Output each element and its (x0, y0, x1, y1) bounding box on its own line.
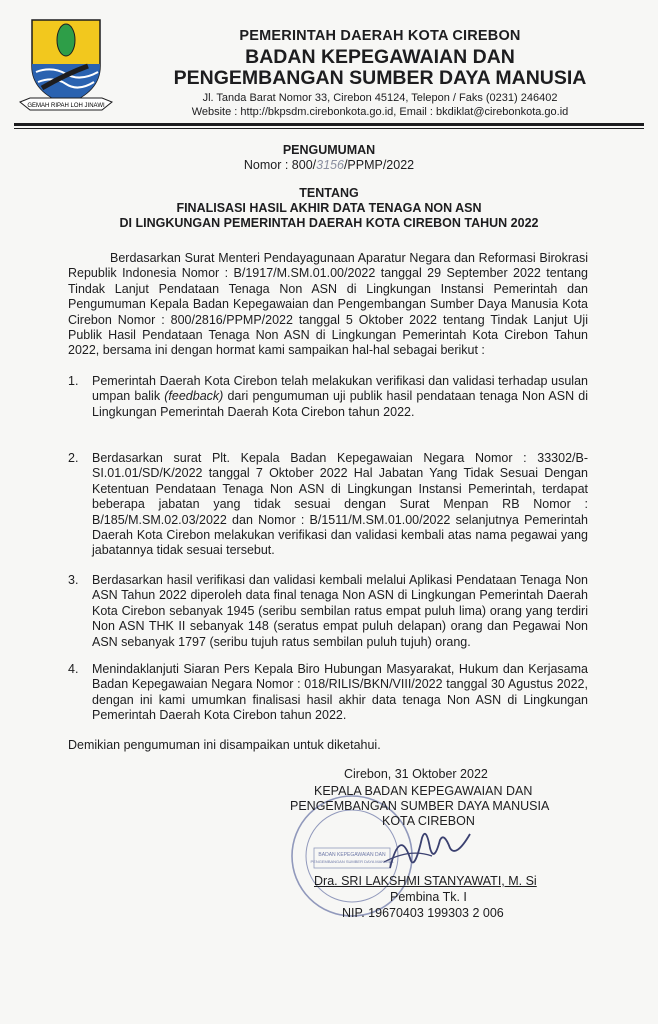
signatory-rank: Pembina Tk. I (390, 890, 467, 904)
item-number: 2. (68, 451, 79, 465)
signature-place-date: Cirebon, 31 Oktober 2022 (344, 767, 488, 781)
item-4-text: Menindaklanjuti Siaran Pers Kepala Biro Hubungan Masyarakat, Hukum dan Kerjasama Badan Kepegawaian Negara Nomor : 018/RILIS/BKN/VIII/2022 tanggal 30 Agustus 2022, dengan ini kami umumkan finalisasi hasil akhir data tenaga Non ASN di Lingkungan Pemerintah Daerah Kota Cirebon tahun 2022. (92, 662, 588, 723)
letterhead-address: Jl. Tanda Barat Nomor 33, Cirebon 45124, Telepon / Faks (0231) 246402 (202, 92, 558, 104)
document-title: PENGUMUMAN (282, 143, 376, 157)
item-number: 1. (68, 374, 79, 388)
cirebon-city-logo (18, 14, 114, 114)
svg-text:BADAN KEPEGAWAIAN DAN: BADAN KEPEGAWAIAN DAN (318, 852, 386, 858)
signatory-nip: NIP. 19670403 199303 2 006 (342, 906, 504, 920)
subject-line-1: FINALISASI HASIL AKHIR DATA TENAGA NON ASN (176, 201, 482, 215)
signature-position-line3: KOTA CIREBON (382, 814, 475, 828)
handwritten-number: 3156 (316, 158, 344, 172)
about-label: TENTANG (299, 186, 359, 200)
item-number: 3. (68, 573, 79, 587)
document-number: Nomor : 800/3156/PPMP/2022 (243, 158, 415, 172)
signatory-name: Dra. SRI LAKSHMI STANYAWATI, M. Si (314, 874, 537, 888)
logo-motto: GEMAH RIPAH LOH JINAWI (27, 103, 105, 109)
item-number: 4. (68, 662, 79, 676)
letterhead-government: PEMERINTAH DAERAH KOTA CIREBON (239, 28, 521, 44)
svg-text:PENGEMBANGAN SUMBER DAYA MANUS: PENGEMBANGAN SUMBER DAYA MANUSIA (310, 859, 394, 864)
letterhead-rule-thin (14, 128, 644, 129)
signature-position-line1: KEPALA BADAN KEPEGAWAIAN DAN (314, 784, 533, 798)
item-2-text: Berdasarkan surat Plt. Kepala Badan Kepegawaian Negara Nomor : 33302/B-SI.01.01/SD/K/2022 tanggal 7 Oktober 2022 Hal Jabatan Yang Tidak Sesuai Dengan Ketentuan Pendataan Tenaga Non ASN di Lingkungan Instansi Pemerintah, terdapat beberapa jabatan yang tidak sesuai dengan Surat Menpan RB Nomor : B/185/M.SM.02.03/2022 dan Nomor : B/1511/M.SM.01.00/2022 selanjutnya Pemerintah Daerah Kota Cirebon melakukan verifikasi dan validasi kembali atas nama pegawai yang jabatannya tidak sesuai tersebut. (92, 451, 588, 558)
item-1-text: Pemerintah Daerah Kota Cirebon telah melakukan verifikasi dan validasi terhadap usulan umpan balik (feedback) dari pengumuman uji publik hasil pendataan tenaga Non ASN di Lingkungan Pemerintah Daerah Kota Cirebon tahun 2022. (92, 374, 589, 419)
signature-position-line2: PENGEMBANGAN SUMBER DAYA MANUSIA (290, 799, 550, 813)
item-3-text: Berdasarkan hasil verifikasi dan validasi kembali melalui Aplikasi Pendataan Tenaga Non ASN Tahun 2022 diperoleh data final tenaga Non ASN di Lingkungan Pemerintah Daerah Kota Cirebon sebanyak 1945 (seribu sembilan ratus empat puluh lima) orang yang terdiri Non ASN THK II sebanyak 148 (seratus empat puluh delapan) orang dan Pegawai Non ASN sebanyak 1797 (seribu tujuh ratus sembilan puluh tujuh) orang. (92, 573, 588, 649)
intro-paragraph: Berdasarkan Surat Menteri Pendayagunaan Aparatur Negara dan Reformasi Birokrasi Republik Indonesia Nomor : B/1917/M.SM.01.00/2022 tanggal 29 September 2022 tentang Tindak Lanjut Pendataan Tenaga Non ASN di Lingkungan Instansi Pemerintah dan Pengumuman Kepala Badan Kepegawaian dan Pengembangan Sumber Daya Manusia Kota Cirebon Nomor : 800/2816/PPMP/2022 tanggal 5 Oktober 2022 tentang Tindak Lanjut Uji Publik Hasil Pendataan Tenaga Non ASN di Lingkungan Pemerintah Kota Cirebon Tahun 2022, bersama ini dengan hormat kami sampaikan hal-hal sebagai berikut : (68, 251, 588, 358)
letterhead-rule-thick (14, 123, 644, 126)
letterhead-agency-line1: BADAN KEPEGAWAIAN DAN (245, 46, 515, 68)
closing-sentence: Demikian pengumuman ini disampaikan untuk diketahui. (68, 738, 381, 752)
letterhead-contact: Website : http://bkpsdm.cirebonkota.go.id, Email : bkdiklat@cirebonkota.go.id (191, 106, 569, 118)
letterhead-agency-line2: PENGEMBANGAN SUMBER DAYA MANUSIA (173, 67, 587, 89)
subject-line-2: DI LINGKUNGAN PEMERINTAH DAERAH KOTA CIREBON TAHUN 2022 (119, 216, 539, 230)
